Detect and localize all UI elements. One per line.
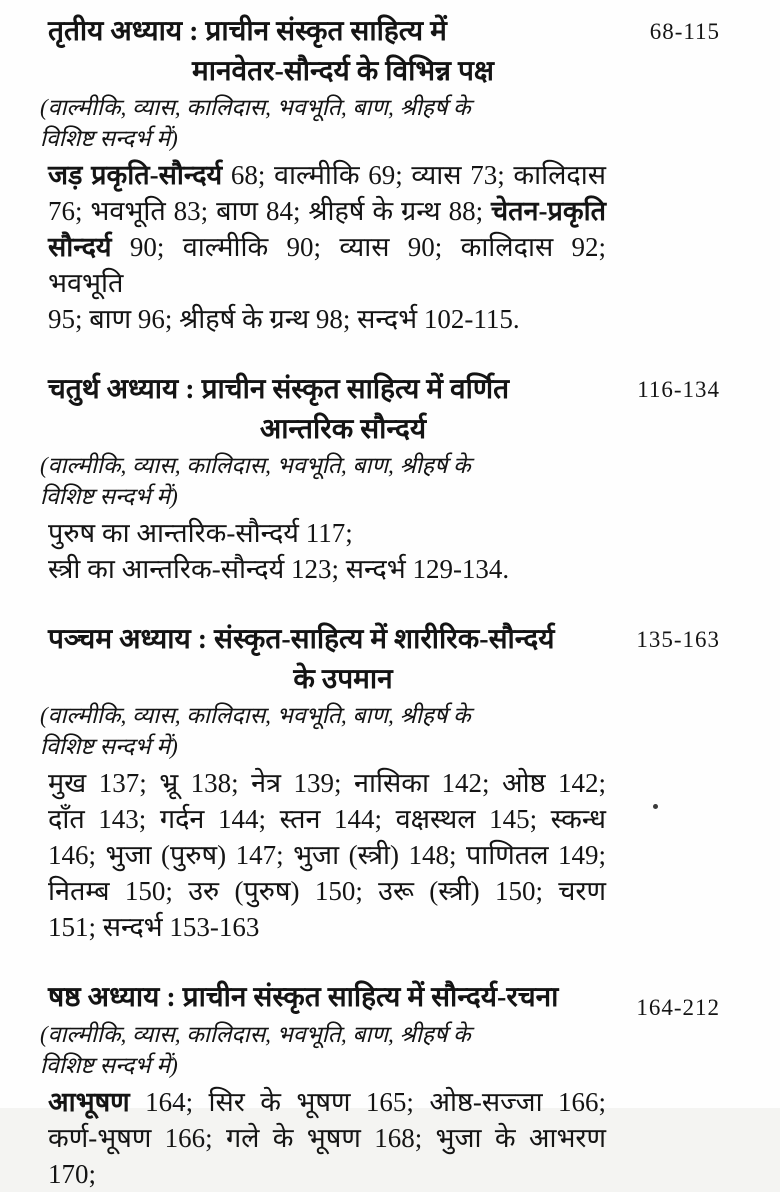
body-line xyxy=(48,193,606,229)
chapter-title-line2: मानवेतर-सौन्दर्य के विभिन्न पक्ष xyxy=(192,56,494,87)
body-line xyxy=(48,837,606,873)
body-segment: 68; वाल्मीकि 69; व्यास 73; कालिदास xyxy=(222,160,606,190)
chapter-heading-row xyxy=(48,620,780,700)
chapter-heading-block xyxy=(48,12,608,92)
scope-note-line1: (वाल्मीकि, व्यास, कालिदास, भवभूति, बाण, श्रीहर्ष के xyxy=(40,1022,471,1047)
body-segment: कर्ण-भूषण 166; गले के भूषण 168; भुजा के आभरण 170; xyxy=(48,1123,606,1189)
chapter-title-line2: के उपमान xyxy=(293,664,393,695)
body-segment: 164; सिर के भूषण 165; ओष्ठ-सज्जा 166; xyxy=(129,1087,606,1117)
body-segment: 90; वाल्मीकि 90; व्यास 90; कालिदास 92; भवभूति xyxy=(48,232,606,298)
scope-note xyxy=(40,700,600,762)
scope-note xyxy=(40,92,600,154)
chapter-heading-row xyxy=(48,12,780,92)
chapter-title-line1: तृतीय अध्याय : प्राचीन संस्कृत साहित्य में xyxy=(48,16,447,47)
chapter-body xyxy=(48,515,606,587)
body-line xyxy=(48,873,606,909)
scope-note-line1: (वाल्मीकि, व्यास, कालिदास, भवभूति, बाण, श्रीहर्ष के xyxy=(40,703,471,728)
scope-note-line2: विशिष्ट सन्दर्भ में) xyxy=(40,484,178,509)
body-line xyxy=(48,229,606,301)
body-segment: स्त्री का आन्तरिक-सौन्दर्य 123; सन्दर्भ 129-134. xyxy=(48,554,510,584)
body-segment: पुरुष का आन्तरिक-सौन्दर्य 117; xyxy=(48,518,353,548)
chapter-body xyxy=(48,765,606,945)
body-line xyxy=(48,1084,606,1120)
chapter-heading-block xyxy=(48,370,608,450)
chapter-title-line1: षष्ठ अध्याय : प्राचीन संस्कृत साहित्य में सौन्दर्य-रचना xyxy=(48,982,559,1013)
chapter-entry-4 xyxy=(40,370,780,587)
scan-artifact-dot xyxy=(653,804,658,809)
body-line xyxy=(48,765,606,801)
body-line xyxy=(48,909,606,945)
chapter-heading-block xyxy=(48,978,608,1018)
chapter-title-line1: पञ्चम अध्याय : संस्कृत-साहित्य में शारीरिक-सौन्दर्य xyxy=(48,624,555,655)
chapter-body xyxy=(48,157,606,337)
body-topic-bold: सौन्दर्य xyxy=(48,232,112,262)
scope-note xyxy=(40,1019,600,1081)
scope-note xyxy=(40,450,600,512)
chapter-title-line2: आन्तरिक सौन्दर्य xyxy=(259,414,427,445)
chapter-entry-5 xyxy=(40,620,780,945)
scope-note-line2: विशिष्ट सन्दर्भ में) xyxy=(40,126,178,151)
scope-note-line2: विशिष्ट सन्दर्भ में) xyxy=(40,1053,178,1078)
body-line xyxy=(48,515,606,551)
body-segment: 151; सन्दर्भ 153-163 xyxy=(48,912,260,942)
chapter-entry-3 xyxy=(40,12,780,337)
chapter-title-line1: चतुर्थ अध्याय : प्राचीन संस्कृत साहित्य में वर्णित xyxy=(48,374,510,405)
page-range: 68-115 xyxy=(649,19,720,44)
scope-note-line2: विशिष्ट सन्दर्भ में) xyxy=(40,734,178,759)
body-segment: 95; बाण 96; श्रीहर्ष के ग्रन्थ 98; सन्दर्भ 102-115. xyxy=(48,304,520,334)
body-segment: दाँत 143; गर्दन 144; स्तन 144; वक्षस्थल 145; स्कन्ध xyxy=(48,804,606,834)
body-line xyxy=(48,301,606,337)
body-topic-bold: आभूषण xyxy=(48,1087,130,1117)
scope-note-line1: (वाल्मीकि, व्यास, कालिदास, भवभूति, बाण, श्रीहर्ष के xyxy=(40,453,471,478)
chapter-heading-row xyxy=(48,370,780,450)
body-topic-bold: चेतन-प्रकृति xyxy=(491,196,606,226)
body-segment: मुख 137; भ्रू 138; नेत्र 139; नासिका 142; ओष्ठ 142; xyxy=(48,768,606,798)
page-range: 116-134 xyxy=(637,377,720,402)
body-segment: 76; भवभूति 83; बाण 84; श्रीहर्ष के ग्रन्थ 88; xyxy=(48,196,491,226)
page-range: 135-163 xyxy=(636,627,720,652)
body-topic-bold: जड़ प्रकृति-सौन्दर्य xyxy=(48,160,223,190)
body-line xyxy=(48,551,606,587)
body-segment: नितम्ब 150; उरु (पुरुष) 150; उरू (स्त्री) 150; चरण xyxy=(48,876,606,906)
chapter-heading-row xyxy=(48,978,780,1019)
body-segment: 146; भुजा (पुरुष) 147; भुजा (स्त्री) 148; पाणितल 149; xyxy=(48,840,606,870)
body-line xyxy=(48,157,606,193)
body-line xyxy=(48,1120,606,1192)
chapter-body xyxy=(48,1084,606,1192)
scope-note-line1: (वाल्मीकि, व्यास, कालिदास, भवभूति, बाण, श्रीहर्ष के xyxy=(40,95,471,120)
page-range: 164-212 xyxy=(636,995,720,1020)
chapter-heading-block xyxy=(48,620,608,700)
chapter-entry-6 xyxy=(40,978,780,1192)
body-line xyxy=(48,801,606,837)
